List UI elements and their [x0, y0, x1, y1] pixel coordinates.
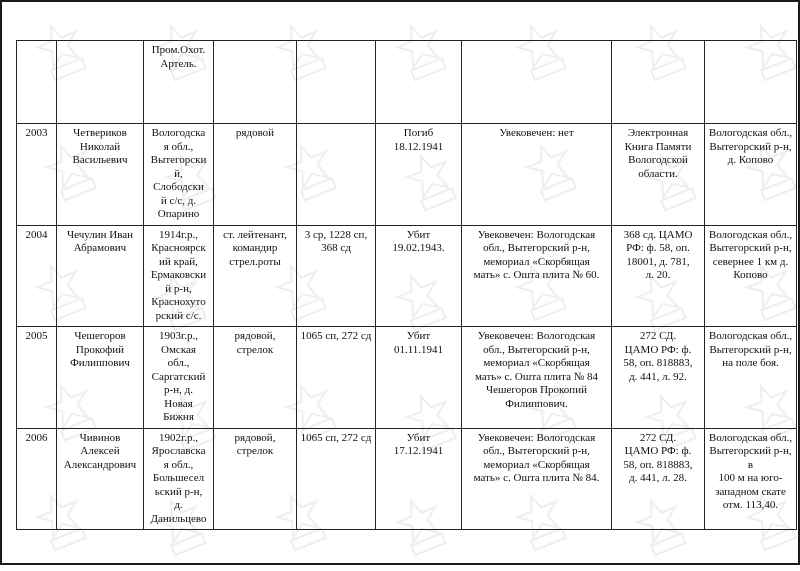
- cell-source: [612, 41, 705, 124]
- cell-unit: [297, 41, 376, 124]
- table-row: [17, 327, 797, 429]
- memorial-register-table: [16, 40, 797, 530]
- cell-fate: Погиб 18.12.1941: [376, 124, 462, 226]
- cell-unit: 1065 сп, 272 сд: [297, 428, 376, 530]
- cell-no: 2003: [17, 124, 57, 226]
- cell-name: Чешегоров Прокофий Филиппович: [57, 327, 144, 429]
- table-row: [17, 225, 797, 327]
- cell-source: Электронная Книга Памяти Вологодской области.: [612, 124, 705, 226]
- cell-burial: Вологодская обл., Вытегорский р-н, на поле боя.: [705, 327, 797, 429]
- cell-rank: [214, 41, 297, 124]
- table-row: [17, 428, 797, 530]
- cell-fate: [376, 41, 462, 124]
- cell-burial: Вологодская обл., Вытегорский р-н, в 100 м на юго- западном скате отм. 113,40.: [705, 428, 797, 530]
- cell-memorial: Увековечен: Вологодская обл., Вытегорский р-н, мемориал «Скорбящая мать» с. Ошта плита № 84 Чешегоров Прокопий Филиппович.: [462, 327, 612, 429]
- cell-unit: 3 ср, 1228 сп, 368 сд: [297, 225, 376, 327]
- cell-memorial: Увековечен: Вологодская обл., Вытегорский р-н, мемориал «Скорбящая мать» с. Ошта плита № 60.: [462, 225, 612, 327]
- cell-no: [17, 41, 57, 124]
- cell-birth: 1914г.р., Красноярск ий край, Ермаковски й р-н, Краснохуто рский с/с.: [144, 225, 214, 327]
- cell-source: 368 сд. ЦАМО РФ: ф. 58, оп. 18001, д. 781, л. 20.: [612, 225, 705, 327]
- cell-fate: Убит 17.12.1941: [376, 428, 462, 530]
- cell-burial: Вологодская обл., Вытегорский р-н, д. Копово: [705, 124, 797, 226]
- table-row-partial: [17, 41, 797, 124]
- cell-rank: ст. лейтенант, командир стрел.роты: [214, 225, 297, 327]
- cell-name: Четвериков Николай Васильевич: [57, 124, 144, 226]
- cell-burial: Вологодская обл., Вытегорский р-н, севернее 1 км д. Копово: [705, 225, 797, 327]
- cell-name: Чивинов Алексей Александрович: [57, 428, 144, 530]
- cell-birth: Вологодска я обл., Вытегорски й, Слободски й с/с, д. Опарино: [144, 124, 214, 226]
- cell-no: 2004: [17, 225, 57, 327]
- cell-source: 272 СД. ЦАМО РФ: ф. 58, оп. 818883, д. 441, л. 28.: [612, 428, 705, 530]
- cell-burial: [705, 41, 797, 124]
- cell-birth: 1903г.р., Омская обл., Саргатский р-н, д. Новая Бижня: [144, 327, 214, 429]
- cell-memorial: Увековечен: нет: [462, 124, 612, 226]
- cell-rank: рядовой, стрелок: [214, 428, 297, 530]
- cell-rank: рядовой, стрелок: [214, 327, 297, 429]
- cell-unit: 1065 сп, 272 сд: [297, 327, 376, 429]
- cell-rank: рядовой: [214, 124, 297, 226]
- cell-fate: Убит 19.02.1943.: [376, 225, 462, 327]
- cell-name: [57, 41, 144, 124]
- cell-no: 2006: [17, 428, 57, 530]
- cell-memorial: [462, 41, 612, 124]
- cell-source: 272 СД. ЦАМО РФ: ф. 58, оп. 818883, д. 441, л. 92.: [612, 327, 705, 429]
- cell-no: 2005: [17, 327, 57, 429]
- table-row: [17, 124, 797, 226]
- cell-memorial: Увековечен: Вологодская обл., Вытегорский р-н, мемориал «Скорбящая мать» с. Ошта плита № 84.: [462, 428, 612, 530]
- cell-fate: Убит 01.11.1941: [376, 327, 462, 429]
- cell-name: Чечулин Иван Абрамович: [57, 225, 144, 327]
- cell-unit: [297, 124, 376, 226]
- cell-birth: 1902г.р., Ярославска я обл., Большесел ьский р-н, д. Данильцево: [144, 428, 214, 530]
- cell-birth: Пром.Охот. Артель.: [144, 41, 214, 124]
